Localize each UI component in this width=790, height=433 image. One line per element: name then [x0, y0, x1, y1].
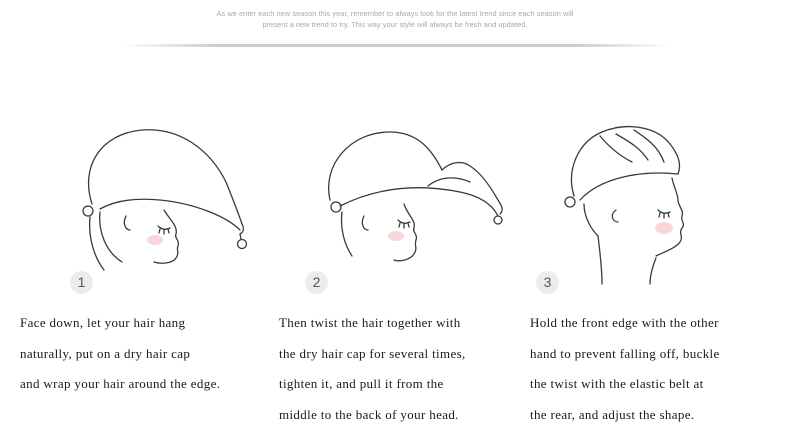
header-tagline [0, 9, 790, 30]
step-1-line-2: naturally, put on a dry hair cap [20, 345, 191, 361]
tagline-line-1: As we enter each new season this year, remember to always look for the latest trend since each season will [216, 9, 574, 18]
step-2-description [279, 308, 466, 430]
step-2-illustration [300, 120, 520, 270]
step-3-line-3: the twist with the elastic belt at [530, 376, 704, 391]
step-2-number-badge: 2 [305, 271, 328, 294]
step-2-line-3: tighten it, and pull it from the [279, 376, 444, 391]
step-1-number-badge: 1 [70, 271, 93, 294]
step-3-line-1: Hold the front edge with the other [530, 315, 719, 330]
step-3-description [530, 308, 720, 430]
step-1-description [20, 308, 220, 400]
header-divider [120, 44, 672, 47]
step-3-line-2: hand to prevent falling off, buckle [530, 345, 720, 361]
step-3-line-4: the rear, and adjust the shape. [530, 406, 695, 422]
step-3-number-badge: 3 [536, 271, 559, 294]
step-1-line-3: and wrap your hair around the edge. [20, 376, 221, 391]
step-2-line-2: the dry hair cap for several times, [279, 345, 466, 361]
tagline-line-2: present a new trend to try. This way your style will always be fresh and updated. [262, 19, 528, 29]
step-3-illustration [560, 118, 710, 288]
step-2-line-4: middle to the back of your head. [279, 406, 459, 422]
step-1-line-1: Face down, let your hair hang [20, 315, 186, 330]
step-2-line-1: Then twist the hair together with [279, 315, 461, 330]
step-1-illustration [60, 112, 270, 272]
